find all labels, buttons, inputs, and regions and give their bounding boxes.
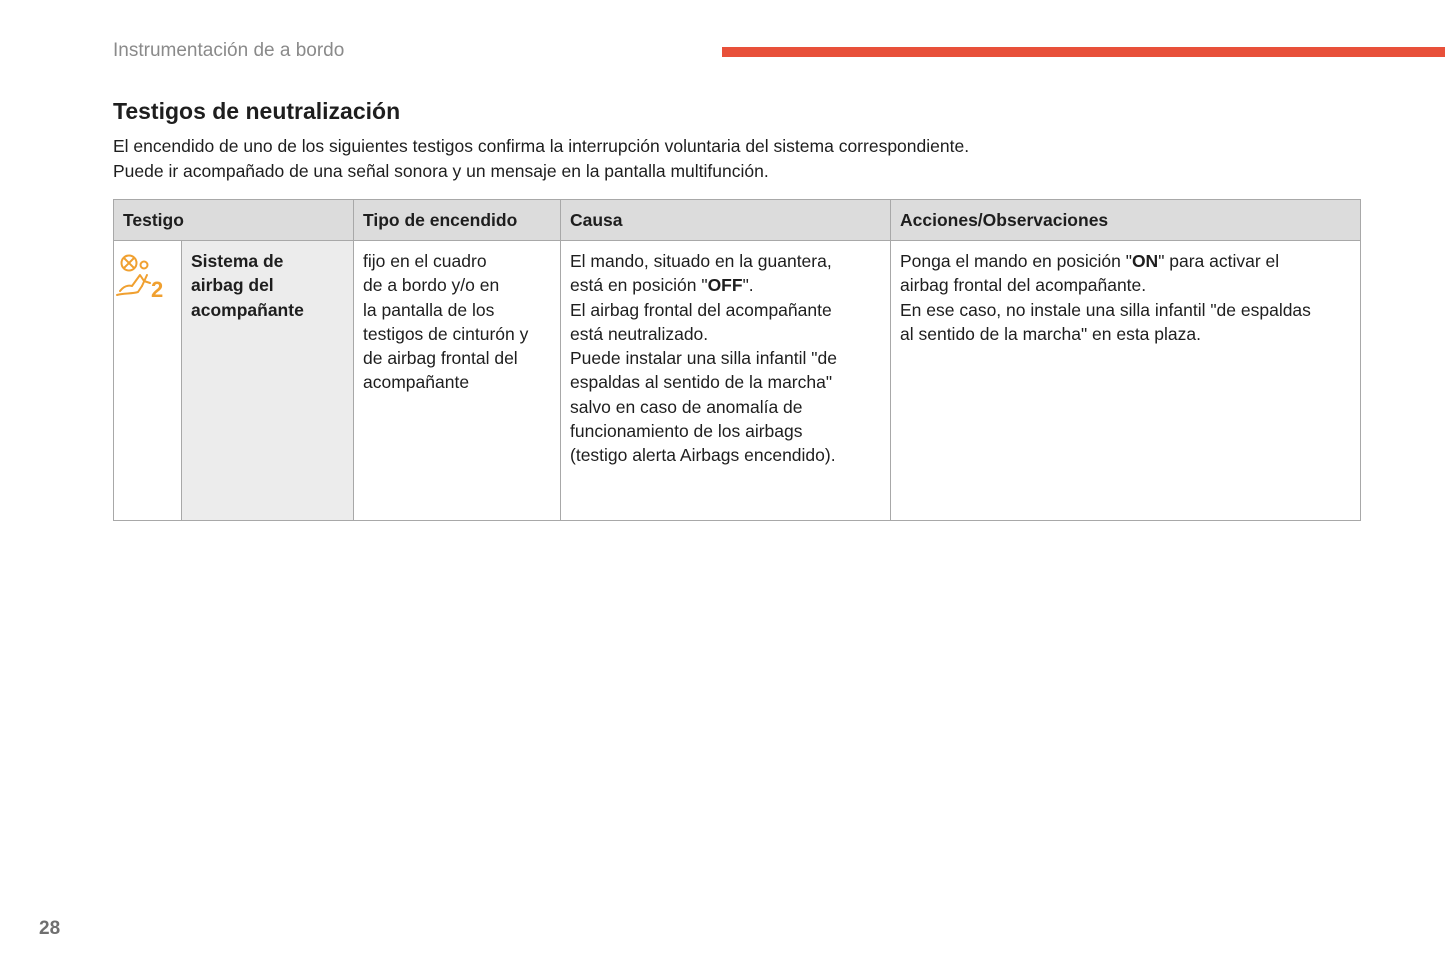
- cause-line: Puede instalar una silla infantil "de: [570, 348, 837, 369]
- lighting-line: testigos de cinturón y: [363, 323, 529, 344]
- actions-line: [900, 249, 1351, 273]
- cause-line: El airbag frontal del acompañante: [570, 299, 832, 320]
- table-row: [114, 241, 1361, 521]
- lighting-line: de airbag frontal del: [363, 348, 518, 369]
- actions-cell: [891, 241, 1361, 521]
- off-label: OFF: [707, 275, 743, 296]
- actions-line: En ese caso, no instale una silla infantil "de espaldas: [900, 299, 1311, 320]
- cause-cell: [561, 241, 891, 521]
- actions-text: Ponga el mando en posición ": [900, 251, 1132, 271]
- column-header-testigo: Testigo: [114, 200, 354, 241]
- cause-text: ".: [742, 275, 754, 296]
- column-header-tipo: Tipo de encendido: [354, 200, 561, 241]
- intro-line: El encendido de uno de los siguientes testigos confirma la interrupción voluntaria del sistema correspondiente.: [113, 136, 970, 156]
- lighting-line: de a bordo y/o en: [363, 275, 500, 296]
- page-number: 28: [39, 918, 61, 939]
- passenger-airbag-off-icon: [114, 253, 168, 299]
- lighting-line: la pantalla de los: [363, 299, 495, 320]
- cause-line: [570, 273, 881, 297]
- actions-line: airbag frontal del acompañante.: [900, 275, 1147, 296]
- actions-text: " para activar el: [1158, 251, 1280, 271]
- actions-line: al sentido de la marcha" en esta plaza.: [900, 323, 1201, 344]
- lighting-line: fijo en el cuadro: [363, 251, 487, 271]
- table-header-row: [114, 200, 1361, 241]
- header-accent-bar: [722, 47, 1445, 57]
- warning-name-line: airbag del: [191, 275, 274, 296]
- cause-line: funcionamiento de los airbags: [570, 421, 803, 442]
- column-header-acciones: Acciones/Observaciones: [891, 200, 1361, 241]
- cause-line: (testigo alerta Airbags encendido).: [570, 445, 836, 466]
- intro-line: Puede ir acompañado de una señal sonora y un mensaje en la pantalla multifunción.: [113, 160, 769, 181]
- cause-line: El mando, situado en la guantera,: [570, 251, 832, 271]
- svg-text:2: 2: [151, 277, 164, 299]
- column-header-causa: Causa: [561, 200, 891, 241]
- intro-paragraph: [113, 134, 969, 183]
- warning-name-cell: [182, 241, 354, 521]
- running-header: Instrumentación de a bordo: [113, 40, 345, 61]
- on-label: ON: [1131, 251, 1159, 271]
- cause-line: salvo en caso de anomalía de: [570, 396, 803, 417]
- icon-cell: [114, 241, 182, 521]
- cause-text: está en posición ": [570, 275, 708, 296]
- section-title: Testigos de neutralización: [113, 98, 401, 124]
- cause-line: espaldas al sentido de la marcha": [570, 372, 833, 393]
- cause-line: está neutralizado.: [570, 323, 709, 344]
- lighting-type-cell: [354, 241, 561, 521]
- warning-name-line: acompañante: [191, 299, 304, 320]
- lighting-line: acompañante: [363, 372, 470, 393]
- warning-name-line: Sistema de: [191, 251, 284, 271]
- warning-lights-table: [113, 199, 1361, 521]
